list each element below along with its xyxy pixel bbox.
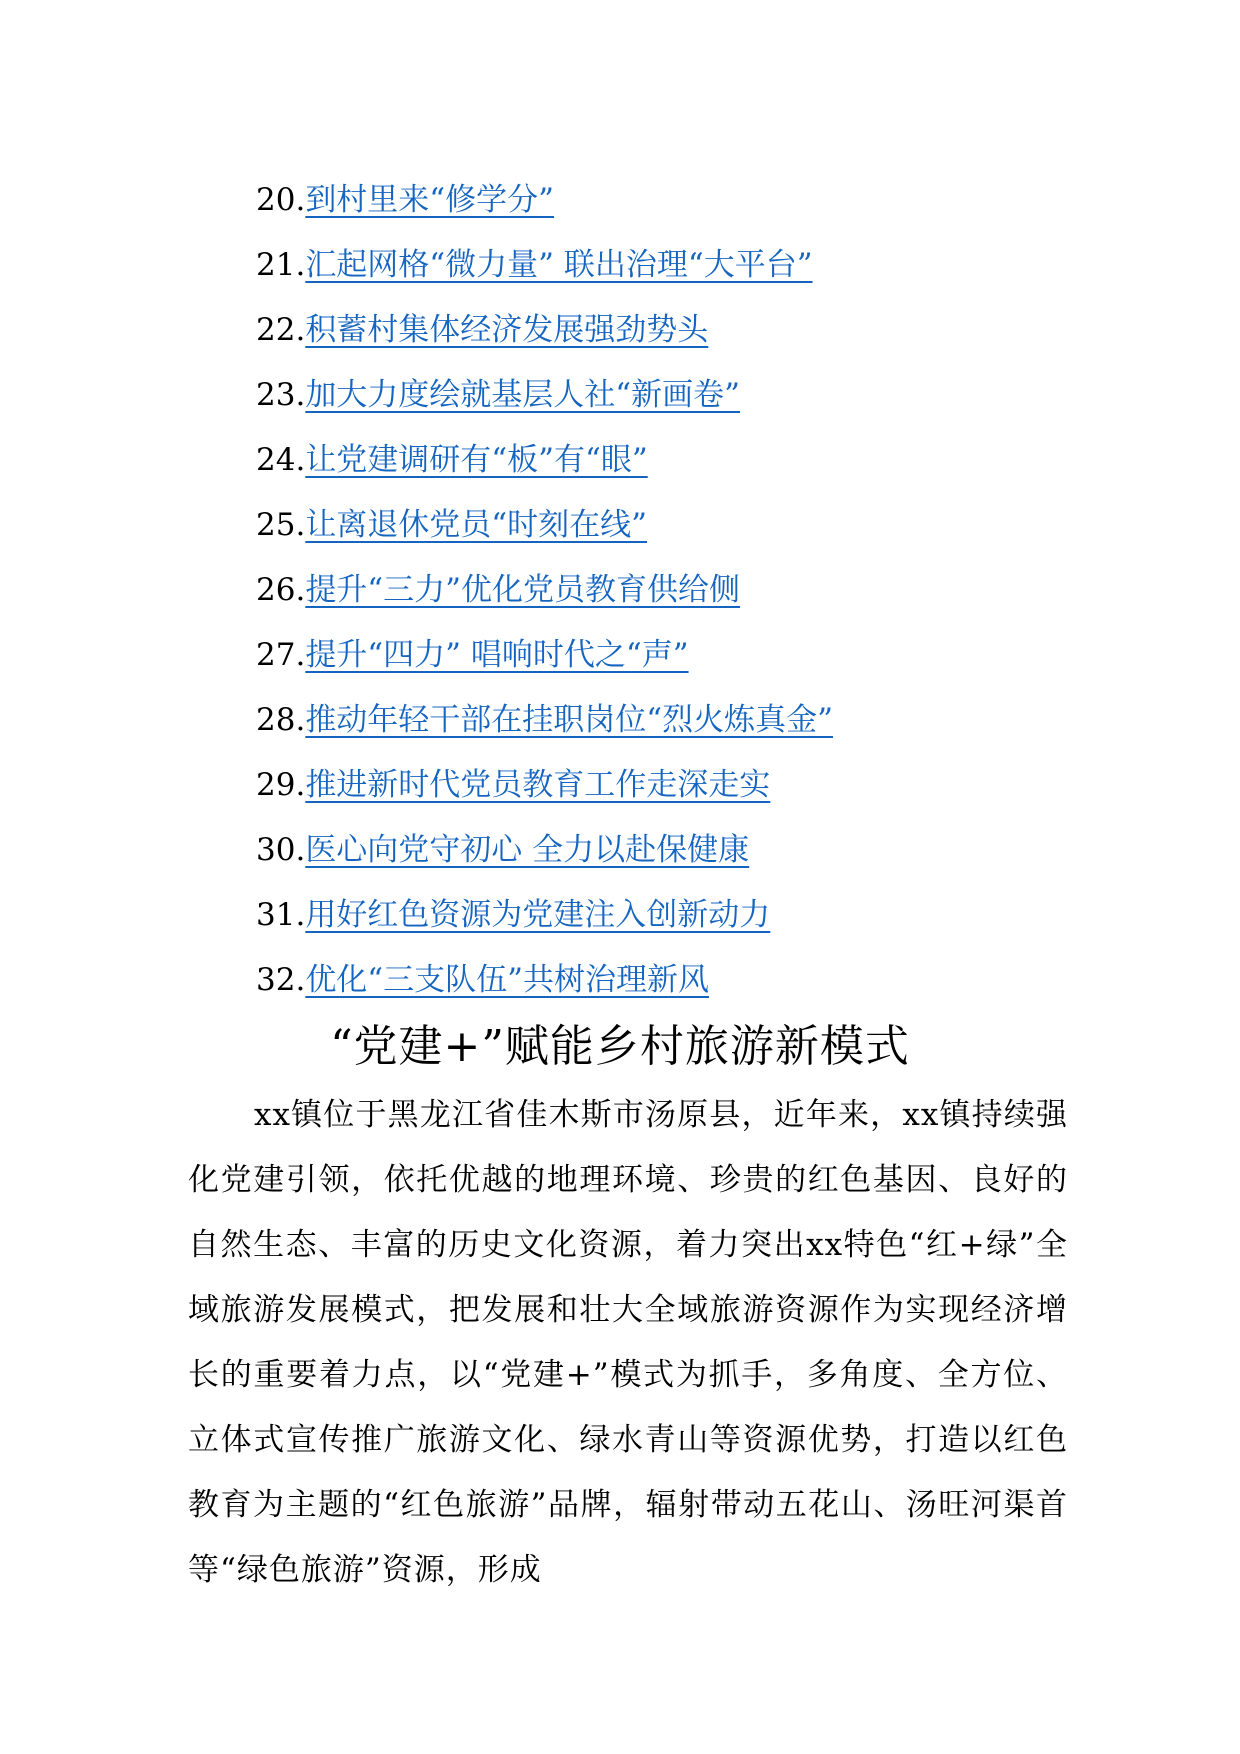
toc-item xyxy=(256,753,1116,818)
toc-item xyxy=(256,948,1116,1013)
toc-item-link[interactable]: 优化“三支队伍”共树治理新风 xyxy=(305,962,710,998)
toc-item-number: 28. xyxy=(256,702,306,738)
toc-item-number: 30. xyxy=(256,832,306,868)
article-title: “党建+”赋能乡村旅游新模式 xyxy=(330,1021,910,1072)
toc-item-link[interactable]: 加大力度绘就基层人社“新画卷” xyxy=(305,377,741,413)
toc-item-link[interactable]: 提升“四力” 唱响时代之“声” xyxy=(305,637,689,673)
toc-item xyxy=(256,623,1116,688)
toc-item-number: 24. xyxy=(256,442,306,478)
toc-item-link[interactable]: 用好红色资源为党建注入创新动力 xyxy=(305,897,771,933)
toc-item-number: 23. xyxy=(256,377,306,413)
toc-item-link[interactable]: 汇起网格“微力量” 联出治理“大平台” xyxy=(305,247,813,283)
toc-item xyxy=(256,168,1116,233)
toc-item xyxy=(256,818,1116,883)
toc-item-link[interactable]: 到村里来“修学分” xyxy=(305,182,555,218)
article-body-paragraph: xx镇位于黑龙江省佳木斯市汤原县，近年来，xx镇持续强化党建引领，依托优越的地理环境、珍贵的红色基因、良好的自然生态、丰富的历史文化资源，着力突出xx特色“红+绿”全域旅游发展模式，把发展和壮大全域旅游资源作为实现经济增长的重要着力点，以“党建+”模式为抓手，多角度、全方位、立体式宣传推广旅游文化、绿水青山等资源优势，打造以红色教育为主题的“红色旅游”品牌，辐射带动五花山、汤旺河渠首等“绿色旅游”资源，形成 xyxy=(188,1097,1068,1588)
toc-item-number: 32. xyxy=(256,962,306,998)
toc-item xyxy=(256,363,1116,428)
toc-item-link[interactable]: 医心向党守初心 全力以赴保健康 xyxy=(305,832,750,868)
toc-item xyxy=(256,558,1116,623)
toc-item-number: 25. xyxy=(256,507,306,543)
toc-item-link[interactable]: 提升“三力”优化党员教育供给侧 xyxy=(305,572,741,608)
table-of-contents xyxy=(256,168,1116,1013)
toc-item-number: 22. xyxy=(256,312,306,348)
toc-item xyxy=(256,493,1116,558)
toc-item xyxy=(256,298,1116,363)
toc-item-number: 27. xyxy=(256,637,306,673)
toc-item-number: 26. xyxy=(256,572,306,608)
toc-item-link[interactable]: 推进新时代党员教育工作走深走实 xyxy=(305,767,771,803)
toc-item-link[interactable]: 推动年轻干部在挂职岗位“烈火炼真金” xyxy=(305,702,834,738)
toc-item xyxy=(256,688,1116,753)
toc-item xyxy=(256,883,1116,948)
toc-item xyxy=(256,233,1116,298)
toc-item-number: 31. xyxy=(256,897,306,933)
toc-item-number: 21. xyxy=(256,247,306,283)
toc-item-link[interactable]: 让党建调研有“板”有“眼” xyxy=(305,442,648,478)
toc-item xyxy=(256,428,1116,493)
toc-item-link[interactable]: 积蓄村集体经济发展强劲势头 xyxy=(305,312,709,348)
toc-item-number: 20. xyxy=(256,182,306,218)
toc-item-link[interactable]: 让离退休党员“时刻在线” xyxy=(305,507,648,543)
toc-item-number: 29. xyxy=(256,767,306,803)
